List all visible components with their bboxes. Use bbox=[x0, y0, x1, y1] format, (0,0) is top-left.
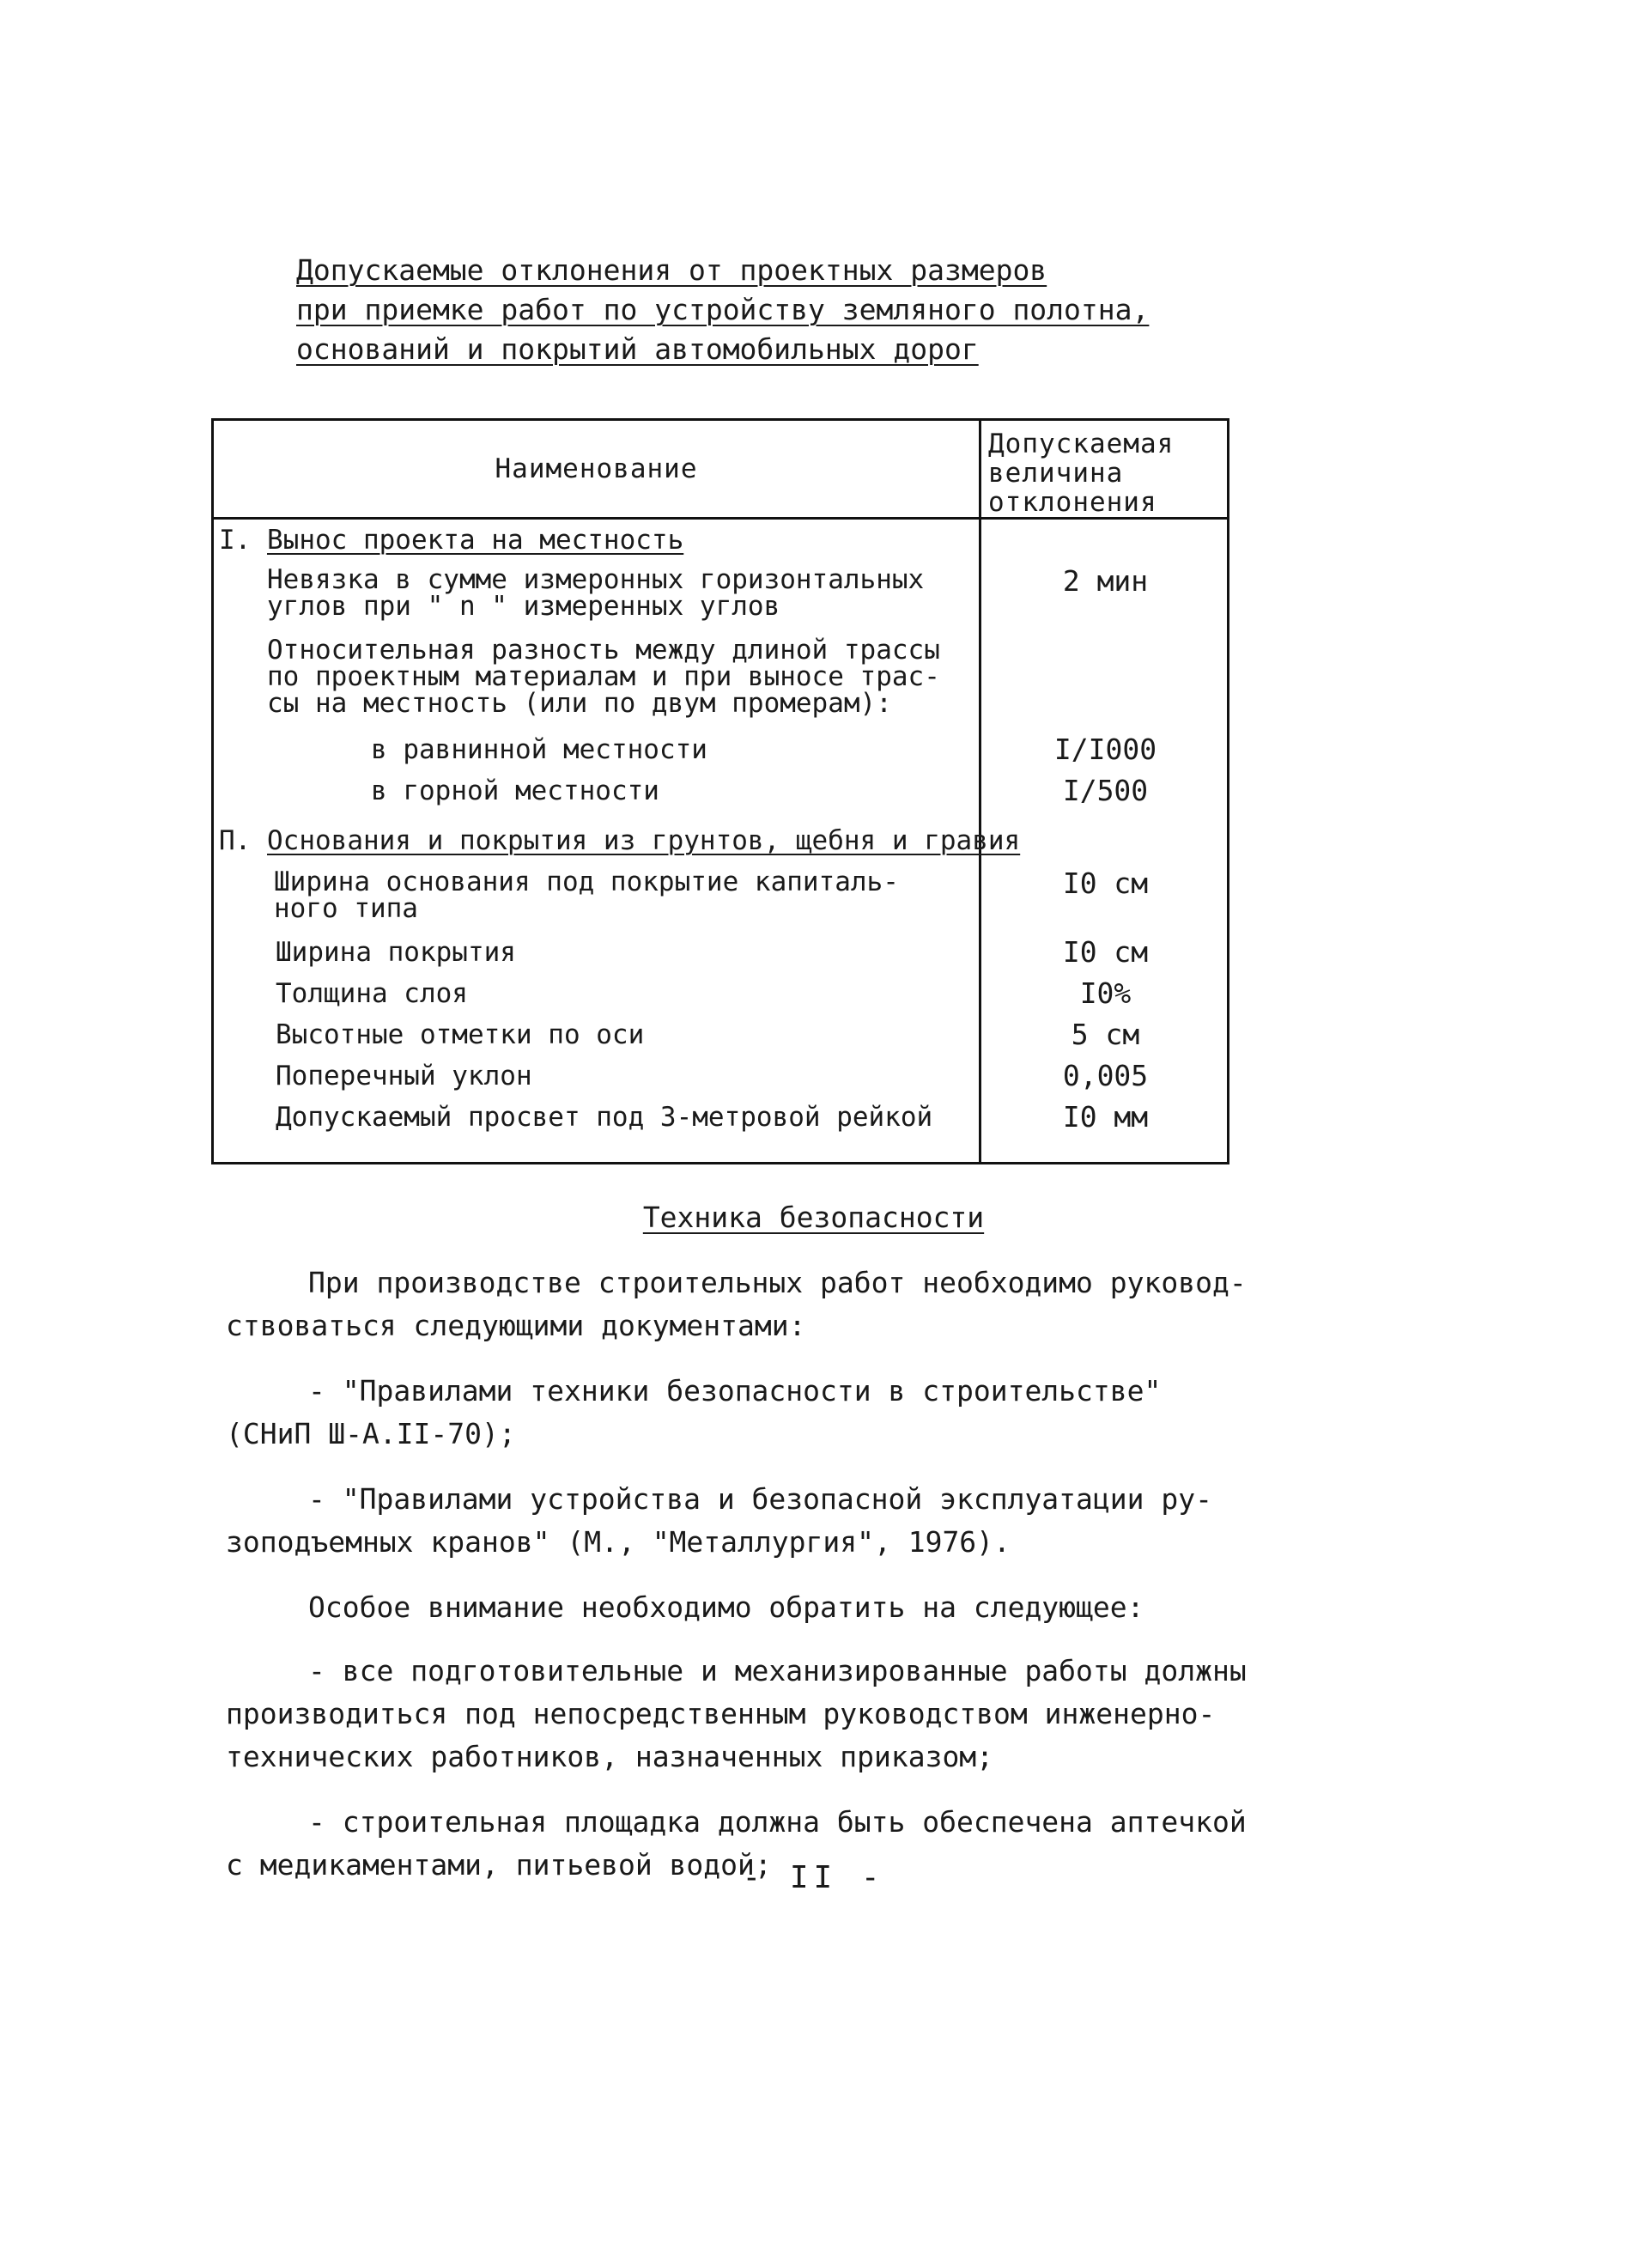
table-row-item7: Поперечный уклон bbox=[276, 1061, 532, 1091]
paragraph: зоподъемных кранов" (М., "Металлургия", 1976). bbox=[226, 1525, 1011, 1559]
section-title: I. Вынос проекта на местность bbox=[219, 525, 684, 556]
header-name: Наименование bbox=[495, 453, 698, 484]
paragraph: ствоваться следующими документами: bbox=[226, 1309, 806, 1342]
table-row-item8: Допускаемый просвет под 3-метровой рейкой bbox=[276, 1102, 933, 1133]
table-caption bbox=[296, 251, 1241, 369]
paragraph: - "Правилами устройства и безопасной эксплуатации ру- bbox=[308, 1482, 1212, 1516]
page-number: - II - bbox=[742, 1860, 885, 1895]
value-item6: 5 см bbox=[1071, 1018, 1140, 1051]
section-heading: Техника безопасности bbox=[642, 1201, 985, 1234]
table-row-item3: Ширина основания под покрытие капиталь- ного типа bbox=[274, 866, 899, 924]
table-row-item2: Относительная разность между длиной трассы по проектным материалам и при выносе трас- сы на местность (или по двум промерам): bbox=[267, 635, 940, 719]
value-item2a: I/I000 bbox=[1053, 733, 1157, 766]
caption-line: оснований и покрытий автомобильных дорог bbox=[296, 332, 979, 366]
value-item3: I0 см bbox=[1062, 866, 1149, 900]
value-item5: I0% bbox=[1079, 976, 1132, 1010]
paragraph: Особое внимание необходимо обратить на следующее: bbox=[308, 1590, 1144, 1624]
tolerances-table bbox=[211, 418, 1229, 1164]
section-title: П. Основания и покрытия из грунтов, щебня и гравия bbox=[219, 825, 1021, 856]
table-row-item1: Невязка в сумме измеронных горизонтальных углов при " n " измеренных углов bbox=[267, 564, 925, 622]
paragraph: технических работников, назначенных приказом; bbox=[226, 1740, 994, 1773]
value-item8: I0 мм bbox=[1062, 1100, 1149, 1134]
value-item2b: I/500 bbox=[1062, 774, 1149, 807]
caption-line: при приемке работ по устройству земляного полотна, bbox=[296, 293, 1150, 326]
paragraph: При производстве строительных работ необходимо руковод- bbox=[308, 1266, 1247, 1299]
paragraph: - все подготовительные и механизированные работы должны bbox=[308, 1654, 1247, 1687]
value-item1: 2 мин bbox=[1062, 564, 1149, 598]
paragraph: (СНиП Ш-А.II-70); bbox=[226, 1417, 516, 1450]
table-row-item2a: в равнинной местности bbox=[371, 734, 707, 765]
table-row-item5: Толщина слоя bbox=[276, 978, 468, 1009]
paragraph: - "Правилами техники безопасности в строительстве" bbox=[308, 1374, 1162, 1408]
value-item4: I0 см bbox=[1062, 935, 1149, 969]
table-row-item4: Ширина покрытия bbox=[276, 937, 516, 968]
table-row-item2b: в горной местности bbox=[371, 775, 659, 806]
header-value: Допускаемая величина отклонения bbox=[988, 429, 1175, 518]
value-item7: 0,005 bbox=[1062, 1059, 1149, 1092]
paragraph: производиться под непосредственным руководством инженерно- bbox=[226, 1697, 1216, 1730]
paragraph: - строительная площадка должна быть обеспечена аптечкой bbox=[308, 1805, 1247, 1839]
table-row-item6: Высотные отметки по оси bbox=[276, 1019, 645, 1050]
paragraph: с медикаментами, питьевой водой; bbox=[226, 1848, 772, 1882]
caption-line: Допускаемые отклонения от проектных размеров bbox=[296, 253, 1047, 287]
